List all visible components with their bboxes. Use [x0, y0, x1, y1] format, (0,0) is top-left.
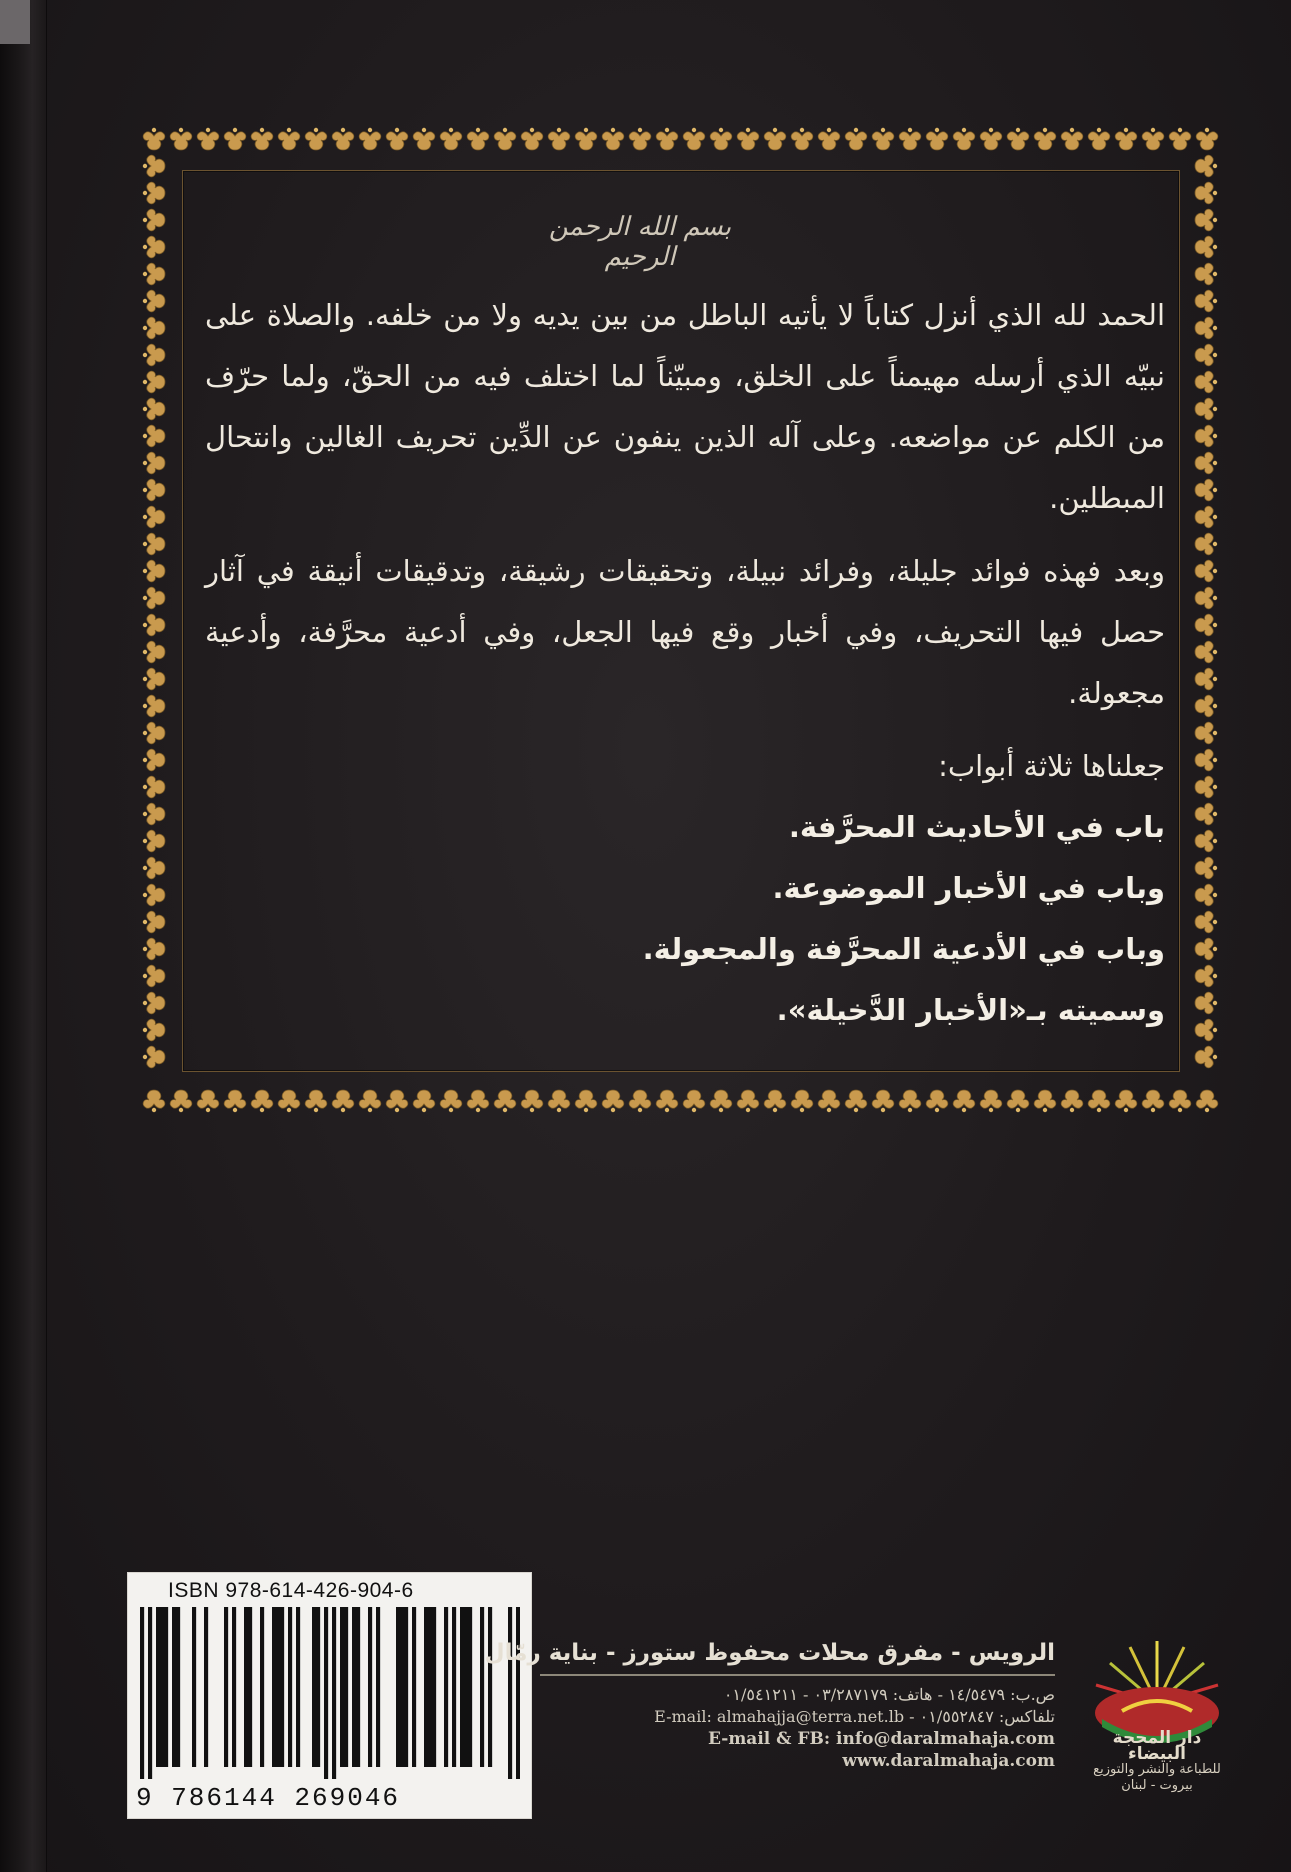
ornament-fleuron: [1195, 965, 1217, 987]
ornament-fleuron: [1195, 479, 1217, 501]
ornament-fleuron: [143, 290, 165, 312]
ornament-fleuron: [143, 830, 165, 852]
ornament-fleuron: [467, 1090, 489, 1112]
ornament-fleuron: [413, 1090, 435, 1112]
basmala-calligraphy: بسم الله الرحمن الرحيم: [548, 212, 732, 272]
ornament-fleuron: [980, 128, 1002, 150]
ornament-fleuron: [1195, 317, 1217, 339]
ornament-fleuron: [359, 128, 381, 150]
barcode-bar: [488, 1607, 492, 1767]
ornament-fleuron: [143, 776, 165, 798]
barcode-bar: [376, 1607, 380, 1767]
ornament-fleuron: [494, 128, 516, 150]
barcode-bar: [276, 1607, 280, 1767]
ornament-fleuron: [953, 128, 975, 150]
ornament-fleuron: [1195, 398, 1217, 420]
ornament-fleuron: [143, 155, 165, 177]
ornament-fleuron: [386, 128, 408, 150]
ornament-fleuron: [440, 1090, 462, 1112]
barcode-bar: [288, 1607, 292, 1767]
ornament-fleuron: [251, 128, 273, 150]
barcode-bar: [344, 1607, 348, 1767]
ornament-fleuron: [1195, 857, 1217, 879]
ornament-fleuron: [1195, 344, 1217, 366]
barcode-bar: [332, 1607, 336, 1779]
ornament-fleuron: [1034, 1090, 1056, 1112]
ornament-fleuron: [143, 317, 165, 339]
barcode-bar: [452, 1607, 456, 1767]
ornament-fleuron: [143, 398, 165, 420]
barcode-bar: [324, 1607, 328, 1779]
ornament-fleuron: [683, 1090, 705, 1112]
ornament-fleuron: [143, 911, 165, 933]
ornament-fleuron: [143, 803, 165, 825]
ornament-fleuron: [1142, 128, 1164, 150]
ornament-fleuron: [1195, 452, 1217, 474]
publisher-logo-city: بيروت - لبنان: [1121, 1778, 1193, 1793]
ornament-fleuron: [899, 128, 921, 150]
ornament-fleuron: [143, 506, 165, 528]
ornament-fleuron: [413, 128, 435, 150]
ornament-fleuron: [1088, 128, 1110, 150]
barcode-bar: [412, 1607, 416, 1767]
barcode-bar: [508, 1607, 512, 1779]
ornament-fleuron: [1195, 749, 1217, 771]
blurb-text: [205, 285, 1165, 1041]
barcode-bar: [404, 1607, 408, 1767]
ornament-fleuron: [872, 128, 894, 150]
barcode-bar: [400, 1607, 404, 1767]
ornament-fleuron: [143, 1090, 165, 1112]
ornament-fleuron: [1195, 938, 1217, 960]
ornament-fleuron: [1169, 1090, 1191, 1112]
ornament-fleuron: [1196, 1090, 1218, 1112]
ornament-fleuron: [1195, 911, 1217, 933]
ornament-fleuron: [305, 1090, 327, 1112]
ornament-fleuron: [1142, 1090, 1164, 1112]
ornament-fleuron: [1195, 587, 1217, 609]
ornament-fleuron: [629, 1090, 651, 1112]
ornament-fleuron: [1061, 128, 1083, 150]
ornament-fleuron: [143, 209, 165, 231]
ornament-fleuron: [1195, 776, 1217, 798]
barcode-bar: [232, 1607, 236, 1767]
ornament-fleuron: [143, 452, 165, 474]
ornament-fleuron: [683, 128, 705, 150]
barcode-bar: [468, 1607, 472, 1767]
ornament-fleuron: [143, 992, 165, 1014]
barcode-bar: [480, 1607, 484, 1767]
ornament-fleuron: [764, 128, 786, 150]
barcode-bar: [172, 1607, 176, 1767]
ornament-fleuron: [980, 1090, 1002, 1112]
ornament-fleuron: [602, 1090, 624, 1112]
ornament-fleuron: [143, 614, 165, 636]
ornament-fleuron: [305, 128, 327, 150]
publisher-email-fb: E-mail & FB: info@daralmahaja.com: [707, 1729, 1055, 1749]
ornament-fleuron: [224, 1090, 246, 1112]
ornament-fleuron: [1195, 560, 1217, 582]
barcode-bar: [160, 1607, 164, 1767]
barcode-bar: [312, 1607, 316, 1767]
barcode-bar: [396, 1607, 400, 1767]
ornament-fleuron: [143, 344, 165, 366]
ornament-fleuron: [1196, 128, 1218, 150]
ornament-fleuron: [143, 884, 165, 906]
barcode-bar: [244, 1607, 248, 1767]
ornament-fleuron: [440, 128, 462, 150]
ornament-fleuron: [575, 1090, 597, 1112]
barcode-bar: [248, 1607, 252, 1767]
ornament-fleuron: [710, 128, 732, 150]
ornament-fleuron: [1115, 128, 1137, 150]
barcode-bar: [460, 1607, 464, 1767]
ornament-fleuron: [359, 1090, 381, 1112]
barcode-bar: [148, 1607, 152, 1779]
barcode-bar: [428, 1607, 432, 1767]
ornament-fleuron: [494, 1090, 516, 1112]
ornament-fleuron: [1195, 263, 1217, 285]
barcode-bar: [140, 1607, 144, 1779]
barcode-bar: [260, 1607, 264, 1767]
ornament-fleuron: [1195, 830, 1217, 852]
ornament-fleuron: [143, 560, 165, 582]
ornament-fleuron: [656, 128, 678, 150]
ornament-fleuron: [224, 128, 246, 150]
spine-edge: [0, 0, 47, 1872]
ornament-fleuron: [845, 128, 867, 150]
ornament-fleuron: [143, 965, 165, 987]
ornament-fleuron: [818, 128, 840, 150]
book-title-line: وسميته بـ«الأخبار الدَّخيلة».: [776, 993, 1165, 1027]
chapter-item-1: باب في الأحاديث المحرَّفة.: [788, 810, 1165, 844]
barcode-bar: [156, 1607, 160, 1767]
ornament-fleuron: [143, 938, 165, 960]
ornament-fleuron: [143, 587, 165, 609]
barcode-bar: [368, 1607, 372, 1767]
ornament-fleuron: [1195, 506, 1217, 528]
barcode-bar: [464, 1607, 468, 1767]
ornament-fleuron: [197, 128, 219, 150]
ornament-fleuron: [143, 128, 165, 150]
barcode-bar: [444, 1607, 448, 1767]
ornament-fleuron: [1088, 1090, 1110, 1112]
ornament-fleuron: [737, 128, 759, 150]
ornament-fleuron: [143, 371, 165, 393]
publisher-info: [484, 1640, 1055, 1772]
ornament-fleuron: [1195, 371, 1217, 393]
isbn-label: ISBN 978-614-426-904-6: [168, 1579, 414, 1602]
second-paragraph: وبعد فهذه فوائد جليلة، وفرائد نبيلة، وتحقيقات رشيقة، وتدقيقات أنيقة في آثار حصل فيها التحريف، وفي أخبار وقع فيها الجعل، وفي أدعية محرَّفة، وأدعية مجعولة.: [205, 554, 1165, 710]
ornament-fleuron: [332, 1090, 354, 1112]
barcode-bar: [316, 1607, 320, 1767]
ornament-fleuron: [872, 1090, 894, 1112]
ornament-fleuron: [629, 128, 651, 150]
spine-notch: [0, 0, 30, 44]
ornament-fleuron: [170, 1090, 192, 1112]
chapters-intro: جعلناها ثلاثة أبواب:: [938, 749, 1165, 783]
ornament-fleuron: [143, 425, 165, 447]
ornament-fleuron: [143, 1019, 165, 1041]
chapter-item-3: وباب في الأدعية المحرَّفة والمجعولة.: [642, 932, 1165, 966]
ornament-fleuron: [575, 128, 597, 150]
intro-paragraph: الحمد لله الذي أنزل كتاباً لا يأتيه الباطل من بين يديه ولا من خلفه. والصلاة على نبيّه الذي أرسله مهيمناً على الخلق، ومبيّناً لما اختلف فيه من الحقّ، ولما حرّف من الكلم عن مواضعه. وعلى آله الذين ينفون عن الدِّين تحريف الغالين وانتحال المبطلين.: [205, 298, 1165, 515]
ornament-fleuron: [1195, 992, 1217, 1014]
ornament-fleuron: [143, 668, 165, 690]
ornament-fleuron: [1195, 695, 1217, 717]
ornament-fleuron: [548, 128, 570, 150]
ornament-fleuron: [1195, 290, 1217, 312]
ornament-fleuron: [386, 1090, 408, 1112]
ornament-fleuron: [1195, 668, 1217, 690]
ornament-fleuron: [1007, 1090, 1029, 1112]
publisher-website: www.daralmahaja.com: [842, 1751, 1055, 1771]
ornament-fleuron: [1034, 128, 1056, 150]
ornament-fleuron: [791, 1090, 813, 1112]
isbn-barcode: [127, 1572, 532, 1819]
barcode-bar: [224, 1607, 228, 1767]
ornament-fleuron: [143, 722, 165, 744]
barcode-bar: [352, 1607, 356, 1767]
ornament-fleuron: [143, 479, 165, 501]
ornament-fleuron: [332, 128, 354, 150]
barcode-bar: [272, 1607, 276, 1767]
ornament-fleuron: [845, 1090, 867, 1112]
ornament-fleuron: [926, 1090, 948, 1112]
ornament-fleuron: [656, 1090, 678, 1112]
publisher-logo-caption: [1082, 1730, 1232, 1794]
ornament-fleuron: [143, 263, 165, 285]
ornament-fleuron: [251, 1090, 273, 1112]
barcode-bar: [340, 1607, 344, 1767]
ornament-fleuron: [170, 128, 192, 150]
ornament-fleuron: [1195, 803, 1217, 825]
ornament-fleuron: [791, 128, 813, 150]
ornament-fleuron: [143, 641, 165, 663]
barcode-bar: [164, 1607, 168, 1767]
ornament-fleuron: [1195, 614, 1217, 636]
ornament-fleuron: [143, 695, 165, 717]
ornament-fleuron: [143, 857, 165, 879]
ornament-fleuron: [1195, 533, 1217, 555]
chapter-item-2: وباب في الأخبار الموضوعة.: [772, 871, 1165, 905]
publisher-address: الرويس - مفرق محلات محفوظ ستورز - بناية رمّال: [540, 1640, 1055, 1676]
barcode-bar: [176, 1607, 180, 1767]
ornament-fleuron: [278, 1090, 300, 1112]
barcode-bar: [204, 1607, 208, 1767]
ornament-fleuron: [143, 749, 165, 771]
ornament-fleuron: [710, 1090, 732, 1112]
ornament-fleuron: [1007, 128, 1029, 150]
ornament-fleuron: [1195, 1046, 1217, 1068]
ornament-fleuron: [818, 1090, 840, 1112]
isbn-digits: 9 786144 269046: [136, 1783, 401, 1813]
ornament-fleuron: [197, 1090, 219, 1112]
barcode-bar: [296, 1607, 300, 1767]
publisher-fax-email: تلفاكس: ٠١/٥٥٢٨٤٧ - E-mail: almahajja@terra.net.lb: [654, 1707, 1055, 1726]
ornament-fleuron: [1195, 641, 1217, 663]
ornament-fleuron: [602, 128, 624, 150]
ornament-fleuron: [467, 128, 489, 150]
publisher-phone: ص.ب: ١٤/٥٤٧٩ - هاتف: ٠٣/٢٨٧١٧٩ - ٠١/٥٤١٢١١: [723, 1685, 1055, 1704]
ornament-fleuron: [1195, 182, 1217, 204]
ornament-fleuron: [143, 533, 165, 555]
ornament-fleuron: [1195, 236, 1217, 258]
barcode-bar: [424, 1607, 428, 1767]
ornament-fleuron: [926, 128, 948, 150]
ornament-fleuron: [143, 182, 165, 204]
ornament-fleuron: [278, 128, 300, 150]
ornament-fleuron: [737, 1090, 759, 1112]
barcode-bar: [192, 1607, 196, 1767]
publisher-logo-sub: للطباعة والنشر والتوزيع: [1093, 1762, 1221, 1777]
ornament-fleuron: [143, 236, 165, 258]
ornament-fleuron: [521, 1090, 543, 1112]
ornament-fleuron: [143, 1046, 165, 1068]
ornament-fleuron: [1195, 425, 1217, 447]
ornament-fleuron: [548, 1090, 570, 1112]
ornament-fleuron: [1195, 722, 1217, 744]
ornament-fleuron: [1195, 884, 1217, 906]
ornament-fleuron: [1115, 1090, 1137, 1112]
ornament-fleuron: [953, 1090, 975, 1112]
ornament-fleuron: [1169, 128, 1191, 150]
barcode-bar: [516, 1607, 520, 1779]
barcode-bars: [140, 1607, 520, 1779]
barcode-bar: [280, 1607, 284, 1767]
ornament-fleuron: [1061, 1090, 1083, 1112]
ornament-fleuron: [521, 128, 543, 150]
barcode-bar: [356, 1607, 360, 1767]
ornament-fleuron: [1195, 209, 1217, 231]
ornament-fleuron: [1195, 1019, 1217, 1041]
ornament-fleuron: [1195, 155, 1217, 177]
publisher-logo-name: دار المحجة البيضاء: [1112, 1728, 1202, 1764]
barcode-bar: [432, 1607, 436, 1767]
ornament-fleuron: [899, 1090, 921, 1112]
ornament-fleuron: [764, 1090, 786, 1112]
